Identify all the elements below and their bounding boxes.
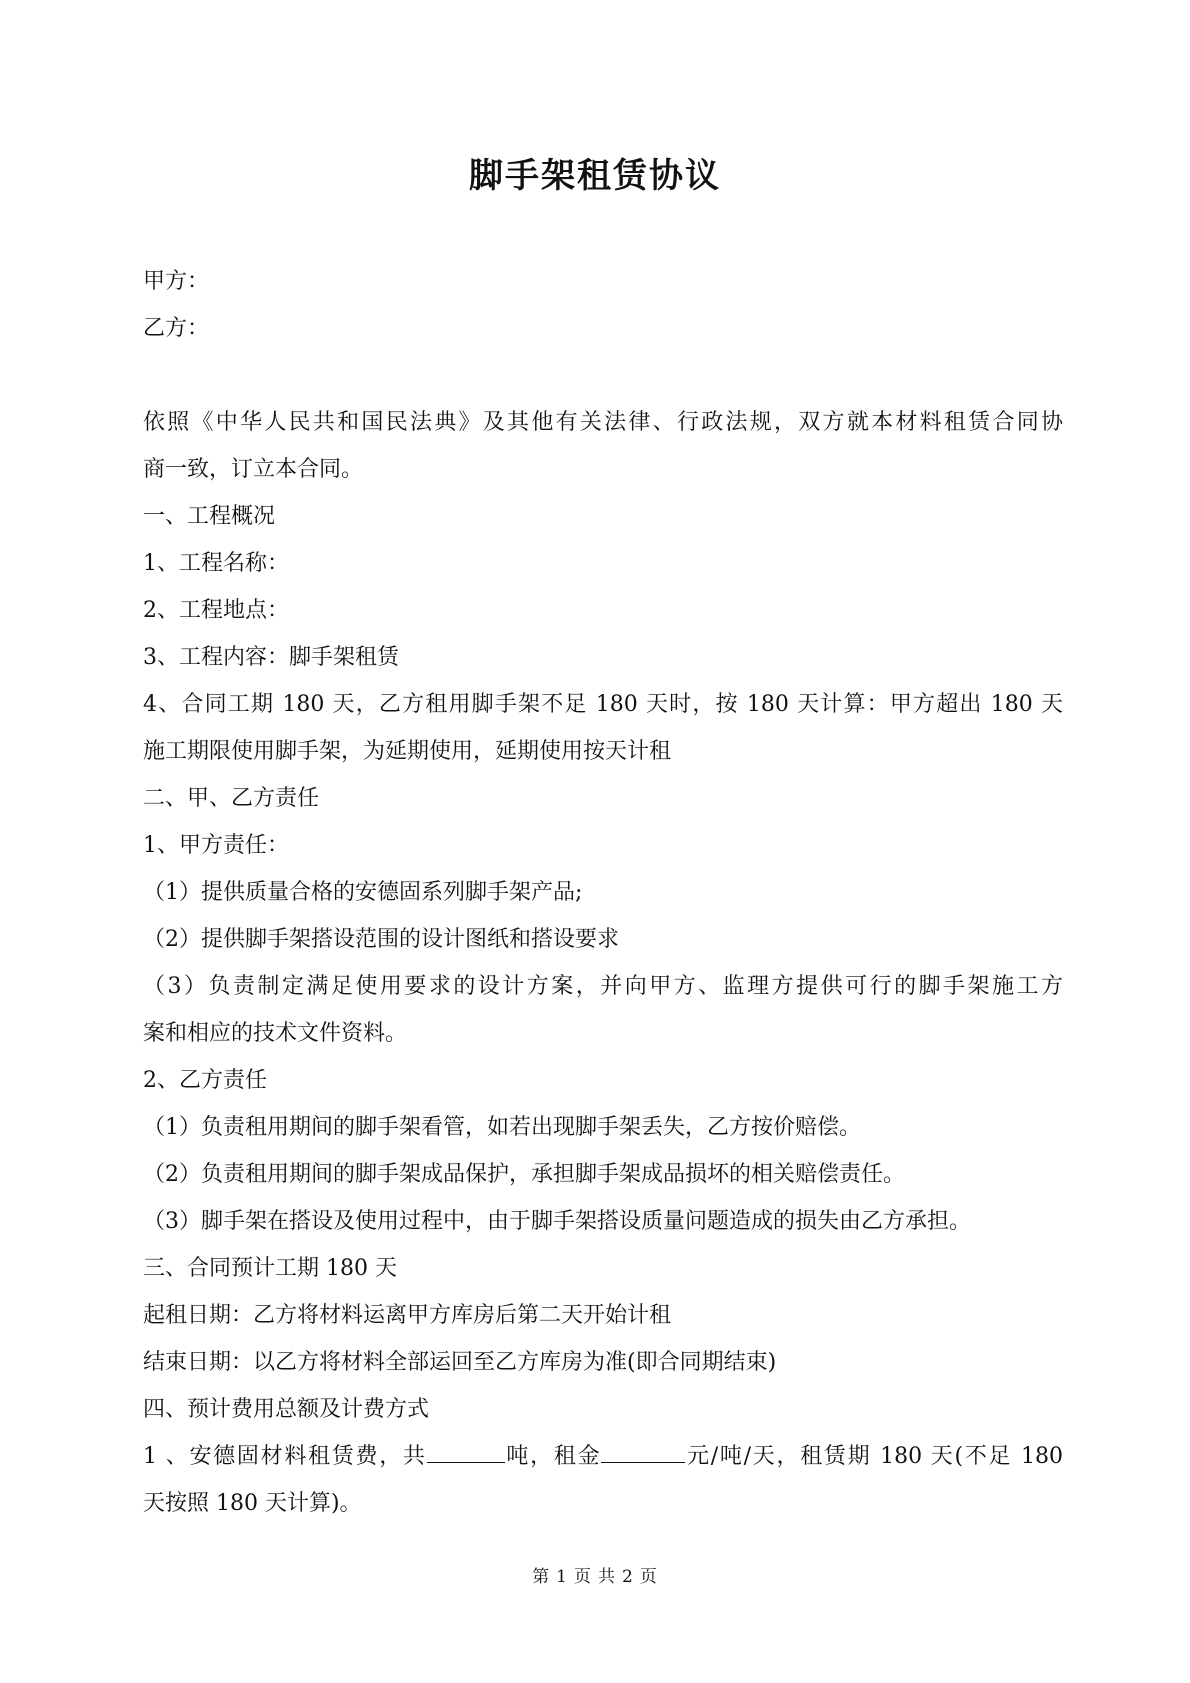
section-1-heading: 一、工程概况 xyxy=(143,504,276,529)
tonnage-blank[interactable] xyxy=(427,1440,505,1463)
party-b-duty-heading: 2、乙方责任 xyxy=(143,1068,267,1093)
rental-end-date: 结束日期：以乙方将材料全部运回至乙方库房为准(即合同期结束) xyxy=(143,1350,777,1375)
rent-rate-blank[interactable] xyxy=(601,1440,685,1463)
section-3-heading: 三、合同预计工期 180 天 xyxy=(143,1256,397,1281)
intro-line-1: 依照《中华人民共和国民法典》及其他有关法律、行政法规，双方就本材料租赁合同协 xyxy=(143,410,1063,435)
party-b-label: 乙方： xyxy=(143,316,210,341)
contract-period-line-1: 4、合同工期 180 天，乙方租用脚手架不足 180 天时，按 180 天计算：甲方超出 180 天 xyxy=(143,692,1063,717)
intro-line-2: 商一致，订立本合同。 xyxy=(143,457,364,482)
footer-word-1: 第 xyxy=(532,1567,551,1587)
rental-start-date: 起租日期：乙方将材料运离甲方库房后第二天开始计租 xyxy=(143,1303,672,1328)
footer-word-4: 页 xyxy=(639,1567,658,1587)
footer-word-2: 页 xyxy=(574,1567,592,1587)
spacer xyxy=(143,352,1063,399)
party-a-duty-3-line-2: 案和相应的技术文件资料。 xyxy=(143,1021,408,1046)
rental-fee-line-1 xyxy=(143,1433,1063,1480)
current-page-number: 1 xyxy=(556,1567,568,1587)
document-body xyxy=(143,258,1063,1527)
party-a-duty-3-line-1: （3）负责制定满足使用要求的设计方案，并向甲方、监理方提供可行的脚手架施工方 xyxy=(143,974,1063,999)
party-b-duty-2: （2）负责租用期间的脚手架成品保护，承担脚手架成品损坏的相关赔偿责任。 xyxy=(143,1162,905,1187)
contract-period-line-2: 施工期限使用脚手架，为延期使用，延期使用按天计租 xyxy=(143,739,672,764)
project-content: 3、工程内容：脚手架租赁 xyxy=(143,645,399,670)
rental-fee-part-2: 吨，租金 xyxy=(504,1444,602,1469)
rental-fee-part-3: 元/吨/天，租赁期 180 天(不足 180 xyxy=(685,1444,1063,1469)
party-b-duty-1: （1）负责租用期间的脚手架看管，如若出现脚手架丢失，乙方按价赔偿。 xyxy=(143,1115,861,1140)
rental-fee-line-2: 天按照 180 天计算)。 xyxy=(143,1491,362,1516)
party-b-duty-3: （3）脚手架在搭设及使用过程中，由于脚手架搭设质量问题造成的损失由乙方承担。 xyxy=(143,1209,971,1234)
section-4-heading: 四、预计费用总额及计费方式 xyxy=(143,1397,430,1422)
party-a-duty-heading: 1、甲方责任： xyxy=(143,833,289,858)
section-2-heading: 二、甲、乙方责任 xyxy=(143,786,320,811)
party-a-duty-2: （2）提供脚手架搭设范围的设计图纸和搭设要求 xyxy=(143,927,619,952)
page-footer xyxy=(0,1562,1190,1587)
project-location: 2、工程地点： xyxy=(143,598,289,623)
footer-word-3: 共 xyxy=(598,1567,616,1587)
document-title: 脚手架租赁协议 xyxy=(469,156,721,196)
party-a-duty-1: （1）提供质量合格的安德固系列脚手架产品; xyxy=(143,880,583,905)
total-page-count: 2 xyxy=(622,1567,634,1587)
project-name: 1、工程名称： xyxy=(143,551,289,576)
party-a-label: 甲方： xyxy=(143,269,210,294)
rental-fee-part-1: 1 、安德固材料租赁费，共 xyxy=(143,1444,427,1469)
